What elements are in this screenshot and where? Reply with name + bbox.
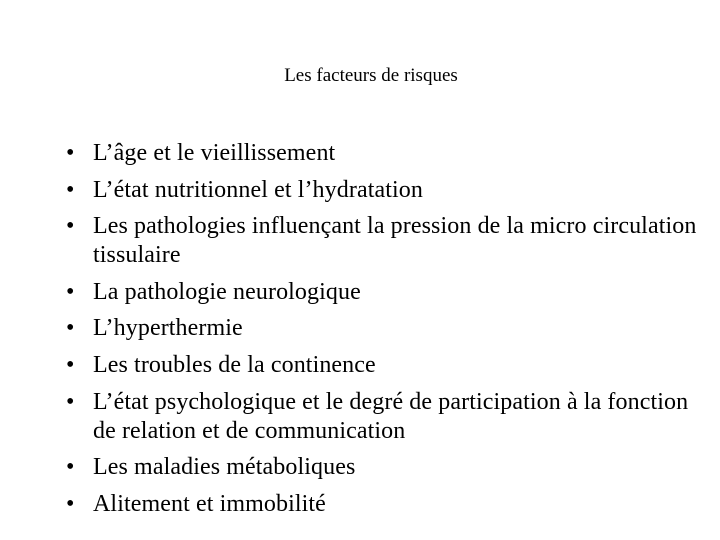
list-item — [66, 314, 706, 343]
bullet-icon: • — [66, 140, 75, 166]
list-item-text: Les maladies métaboliques — [93, 454, 356, 481]
bullet-icon: • — [66, 278, 75, 305]
list-item — [66, 176, 706, 205]
bullet-icon: • — [66, 388, 75, 415]
list-item — [66, 278, 706, 307]
bullet-icon: • — [66, 315, 75, 342]
list-item-text: L’hyperthermie — [93, 315, 243, 342]
list-item — [66, 212, 706, 270]
list-item-text: L’état psychologique et le degré de participation à la fonction de relation et de communication — [93, 388, 689, 444]
list-item — [66, 453, 706, 482]
list-item — [66, 139, 706, 168]
list-item-text: Les troubles de la continence — [93, 351, 376, 378]
bullet-icon: • — [66, 490, 75, 517]
bullet-icon: • — [66, 351, 75, 378]
list-item-text: Alitement et immobilité — [93, 490, 326, 517]
list-item-text: Les pathologies influençant la pression de la micro circulation tissulaire — [93, 213, 697, 269]
risk-factor-list — [66, 139, 706, 526]
bullet-icon: • — [66, 176, 75, 203]
bullet-icon: • — [66, 213, 75, 240]
list-item — [66, 490, 706, 519]
bullet-icon: • — [66, 454, 75, 481]
list-item — [66, 351, 706, 380]
list-item-text: La pathologie neurologique — [93, 278, 361, 305]
slide-title: Les facteurs de risques — [284, 65, 458, 86]
list-item — [66, 388, 706, 446]
list-item-text: L’âge et le vieillissement — [93, 140, 336, 166]
list-item-text: L’état nutritionnel et l’hydratation — [93, 176, 423, 203]
